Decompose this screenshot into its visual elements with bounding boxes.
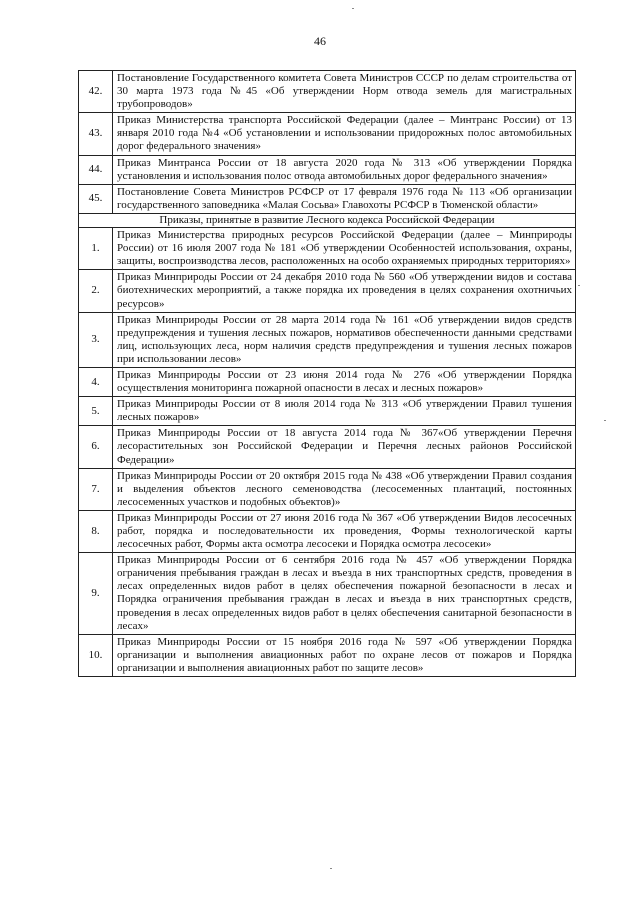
row-number: 44. — [79, 155, 113, 184]
table-row — [79, 228, 576, 270]
scan-speck — [578, 285, 580, 286]
table-row — [79, 270, 576, 312]
page-number: 46 — [314, 34, 326, 48]
scan-speck — [352, 8, 354, 9]
table-row — [79, 113, 576, 155]
row-number: 9. — [79, 553, 113, 635]
table-row — [79, 426, 576, 468]
table-row — [79, 184, 576, 213]
row-text: Приказ Министерства природных ресурсов Российской Федерации (далее – Минприроды России) от 16 июля 2007 года № 181 «Об утверждении Особенностей использования, охраны, защиты, воспроизводства лесов, расположенных на особо охраняемых природных территориях» — [113, 228, 576, 270]
row-text: Приказ Минприроды России от 15 ноября 2016 года № 597 «Об утверждении Порядка организации и выполнения авиационных работ по охране лесов от пожаров и Порядка организации и выполнения авиационных работ по защите лесов» — [113, 634, 576, 676]
row-number: 6. — [79, 426, 113, 468]
row-number: 3. — [79, 312, 113, 367]
row-number: 4. — [79, 367, 113, 396]
scan-speck — [330, 868, 332, 869]
row-number: 8. — [79, 510, 113, 552]
row-number: 7. — [79, 468, 113, 510]
row-number: 42. — [79, 71, 113, 113]
row-text: Приказ Минтранса России от 18 августа 2020 года № 313 «Об утверждении Порядка установления и использования полос отвода автомобильных дорог федерального значения» — [113, 155, 576, 184]
row-text: Постановление Совета Министров РСФСР от 17 февраля 1976 года № 113 «Об организации государственного заповедника «Малая Сосьва» Главохоты РСФСР в Тюменской области» — [113, 184, 576, 213]
row-number: 2. — [79, 270, 113, 312]
table-row — [79, 553, 576, 635]
row-number: 5. — [79, 397, 113, 426]
row-text: Приказ Минприроды России от 24 декабря 2010 года № 560 «Об утверждении видов и состава биотехнических мероприятий, а также порядка их проведения в целях сохранения охотничьих ресурсов» — [113, 270, 576, 312]
table-row — [79, 155, 576, 184]
row-text: Приказ Минприроды России от 8 июля 2014 года № 313 «Об утверждении Правил тушения лесных пожаров» — [113, 397, 576, 426]
row-text: Приказ Минприроды России от 28 марта 2014 года № 161 «Об утверждении видов средств предупреждения и тушения лесных пожаров, нормативов обеспеченности данными средствами лиц, использующих леса, норм наличия средств предупреждения и тушения лесных пожаров при использовании лесов» — [113, 312, 576, 367]
scan-speck — [604, 420, 606, 421]
row-number: 1. — [79, 228, 113, 270]
row-text: Приказ Минприроды России от 20 октября 2015 года № 438 «Об утверждении Правил создания и выделения объектов лесного семеноводства (лесосеменных плантаций, постоянных лесосеменных участков и подобных объектов)» — [113, 468, 576, 510]
row-text: Постановление Государственного комитета Совета Министров СССР по делам строительства от 30 марта 1973 года №45 «Об утверждении Норм отвода земель для магистральных трубопроводов» — [113, 71, 576, 113]
table-row — [79, 468, 576, 510]
table-row — [79, 367, 576, 396]
section-heading-row — [79, 213, 576, 227]
table-row — [79, 634, 576, 676]
row-number: 43. — [79, 113, 113, 155]
row-text: Приказ Минприроды России от 23 июня 2014 года № 276 «Об утверждении Порядка осуществления мониторинга пожарной опасности в лесах и лесных пожаров» — [113, 367, 576, 396]
row-text: Приказ Министерства транспорта Российской Федерации (далее – Минтранс России) от 13 января 2010 года №4 «Об установлении и использовании придорожных полос автомобильных дорог федерального значения» — [113, 113, 576, 155]
table-row — [79, 71, 576, 113]
section-heading: Приказы, принятые в развитие Лесного кодекса Российской Федерации — [79, 213, 576, 227]
row-number: 10. — [79, 634, 113, 676]
table-row — [79, 312, 576, 367]
table-row — [79, 397, 576, 426]
row-number: 45. — [79, 184, 113, 213]
row-text: Приказ Минприроды России от 27 июня 2016 года № 367 «Об утверждении Видов лесосечных работ, порядка и последовательности их проведения, Формы технологической карты лесосечных работ, Формы акта осмотра лесосеки и Порядка осмотра лесосеки» — [113, 510, 576, 552]
legal-acts-table — [78, 70, 576, 677]
row-text: Приказ Минприроды России от 6 сентября 2016 года № 457 «Об утверждении Порядка ограничения пребывания граждан в лесах и въезда в них транспортных средств, проведения в лесах определенных видов работ в целях обеспечения пожарной безопасности в лесах и Порядка ограничения пребывания граждан в лесах и въезда в них транспортных средств, проведения в лесах определенных видов работ в целях обеспечения санитарной безопасности в лесах» — [113, 553, 576, 635]
table-row — [79, 510, 576, 552]
row-text: Приказ Минприроды России от 18 августа 2014 года № 367«Об утверждении Перечня лесорастительных зон Российской Федерации и Перечня лесных районов Российской Федерации» — [113, 426, 576, 468]
